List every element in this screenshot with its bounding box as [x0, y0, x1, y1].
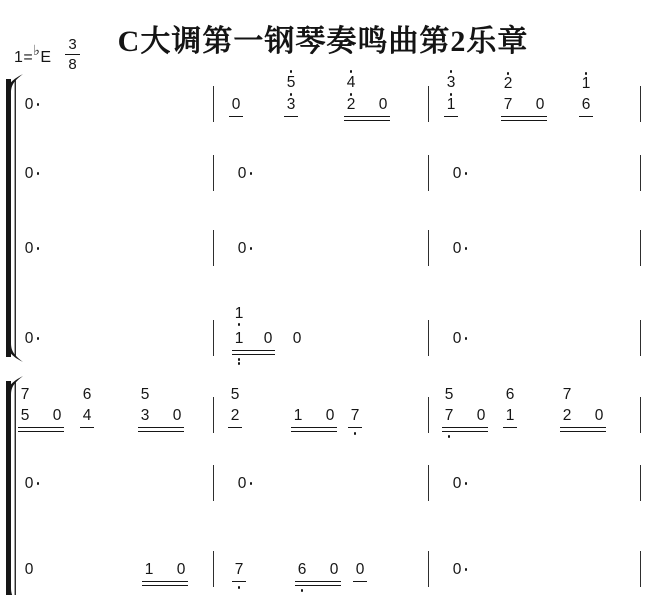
note-digit: 7 [350, 407, 360, 424]
note-digit: 6 [297, 561, 307, 578]
barline [213, 155, 214, 191]
note-digit: 5 [286, 73, 296, 91]
augmentation-dot [37, 482, 40, 485]
note [24, 562, 34, 578]
key-prefix: 1= [14, 49, 34, 66]
barline [640, 397, 641, 433]
note [444, 386, 454, 424]
rest-digit: 0 [237, 240, 247, 257]
time-denominator: 8 [68, 56, 77, 73]
note [230, 386, 240, 424]
beam-underline [80, 427, 94, 428]
beam-underline [142, 581, 188, 582]
note [325, 408, 335, 424]
beam-underline [503, 427, 517, 428]
barline [428, 86, 429, 122]
rest-digit: 0 [237, 165, 247, 182]
beam-underline [138, 427, 184, 428]
dotted-rest [24, 241, 40, 257]
chord-upper-note [503, 72, 513, 92]
barline [428, 320, 429, 356]
chord-upper-note [581, 72, 591, 92]
dotted-rest [237, 476, 253, 492]
augmentation-dot [250, 247, 253, 250]
chord-upper-note [286, 70, 296, 90]
dotted-rest [452, 476, 468, 492]
note-digit: 5 [230, 386, 240, 403]
augmentation-dot [37, 103, 40, 106]
octave-dots-below [444, 435, 454, 438]
octave-dots-above [346, 93, 356, 96]
note [292, 331, 302, 347]
barline [213, 397, 214, 433]
note [144, 562, 154, 578]
octave-dot [448, 435, 451, 438]
beam-underline [560, 431, 606, 432]
rest-digit: 0 [24, 330, 34, 347]
beam-underline [232, 350, 275, 351]
note-digit: 0 [594, 407, 604, 424]
note-digit: 0 [292, 330, 302, 347]
note [505, 386, 515, 424]
note [52, 408, 62, 424]
chord-upper-note [562, 387, 572, 403]
augmentation-dot [37, 337, 40, 340]
chord-upper-note [20, 387, 30, 403]
augmentation-dot [250, 172, 253, 175]
note-digit: 0 [325, 407, 335, 424]
note [581, 75, 591, 113]
note [346, 73, 356, 113]
note-digit: 1 [293, 407, 303, 424]
octave-dot [238, 586, 241, 589]
beam-underline [348, 427, 362, 428]
note-digit: 6 [82, 386, 92, 403]
note-digit: 1 [234, 330, 244, 347]
beam-underline [232, 354, 275, 355]
beam-underline [442, 431, 488, 432]
dotted-rest [24, 331, 40, 347]
chord-upper-note [82, 387, 92, 403]
chord-upper-note [230, 387, 240, 403]
barline [213, 230, 214, 266]
chord-upper-note [234, 306, 244, 326]
page-title: C大调第一钢琴奏鸣曲第2乐章 [117, 25, 529, 58]
note-digit: 0 [476, 407, 486, 424]
note [329, 562, 339, 578]
rest-digit: 0 [452, 240, 462, 257]
barline [428, 230, 429, 266]
barline [213, 551, 214, 587]
note-digit: 6 [505, 386, 515, 403]
octave-dots-below [234, 586, 244, 589]
barline [640, 86, 641, 122]
note-digit: 1 [505, 407, 515, 424]
augmentation-dot [465, 172, 468, 175]
note [355, 562, 365, 578]
note [176, 562, 186, 578]
augmentation-dot [465, 247, 468, 250]
note-digit: 0 [378, 96, 388, 113]
beam-underline [501, 116, 547, 117]
note [594, 408, 604, 424]
beam-underline [560, 427, 606, 428]
note [263, 331, 273, 347]
barline [428, 465, 429, 501]
beam-underline [442, 427, 488, 428]
note-digit: 5 [140, 386, 150, 403]
note [503, 75, 513, 113]
augmentation-dot [465, 482, 468, 485]
dotted-rest [452, 166, 468, 182]
note-digit: 2 [562, 407, 572, 424]
octave-dot [354, 432, 357, 435]
dotted-rest [237, 166, 253, 182]
beam-underline [291, 427, 337, 428]
barline [640, 230, 641, 266]
augmentation-dot [250, 482, 253, 485]
dotted-rest [452, 331, 468, 347]
note-digit: 1 [446, 96, 456, 113]
note-digit: 0 [355, 561, 365, 578]
key-note: E [40, 49, 52, 66]
chord-upper-note [346, 70, 356, 90]
note-digit: 0 [329, 561, 339, 578]
note-digit: 5 [444, 386, 454, 403]
note-digit: 0 [231, 96, 241, 113]
note-digit: 4 [346, 73, 356, 91]
chord-upper-note [446, 70, 456, 90]
note [446, 73, 456, 113]
barline [213, 320, 214, 356]
beam-underline [579, 116, 593, 117]
octave-dots-below [234, 358, 244, 365]
augmentation-dot [37, 172, 40, 175]
beam-underline [284, 116, 298, 117]
note [140, 386, 150, 424]
rest-digit: 0 [452, 165, 462, 182]
time-numerator: 3 [68, 36, 77, 53]
augmentation-dot [37, 247, 40, 250]
barline [213, 86, 214, 122]
note [234, 304, 244, 347]
beam-underline [228, 427, 242, 428]
note-digit: 2 [503, 75, 513, 92]
note-digit: 0 [172, 407, 182, 424]
dotted-rest [24, 476, 40, 492]
note-digit: 3 [140, 407, 150, 424]
octave-dots-above [446, 93, 456, 96]
rest-digit: 0 [237, 475, 247, 492]
note-digit: 0 [263, 330, 273, 347]
beam-underline [295, 581, 341, 582]
note [82, 386, 92, 424]
beam-underline [232, 581, 246, 582]
note-digit: 3 [286, 96, 296, 113]
note-digit: 4 [82, 407, 92, 424]
beam-underline [353, 581, 367, 582]
beam-underline [295, 585, 341, 586]
note-digit: 0 [176, 561, 186, 578]
rest-digit: 0 [452, 561, 462, 578]
note-digit: 1 [581, 75, 591, 92]
rest-digit: 0 [24, 475, 34, 492]
note-digit: 2 [230, 407, 240, 424]
rest-digit: 0 [24, 96, 34, 113]
barline [428, 397, 429, 433]
note-digit: 3 [446, 73, 456, 91]
rest-digit: 0 [452, 330, 462, 347]
chord-upper-note [444, 387, 454, 403]
barline [640, 155, 641, 191]
beam-underline [229, 116, 243, 117]
note-digit: 7 [503, 96, 513, 113]
barline [428, 551, 429, 587]
dotted-rest [24, 166, 40, 182]
note-digit: 0 [24, 561, 34, 578]
note-digit: 5 [20, 407, 30, 424]
octave-dot-below [238, 323, 241, 326]
note [350, 408, 360, 424]
note [535, 97, 545, 113]
octave-dots-above [286, 93, 296, 96]
beam-underline [344, 120, 390, 121]
beam-underline [291, 431, 337, 432]
beam-underline [138, 431, 184, 432]
augmentation-dot [465, 568, 468, 571]
octave-dots-below [350, 432, 360, 435]
rest-digit: 0 [452, 475, 462, 492]
note-digit: 1 [144, 561, 154, 578]
barline [640, 320, 641, 356]
beam-underline [501, 120, 547, 121]
note [476, 408, 486, 424]
chord-upper-note [140, 387, 150, 403]
dotted-rest [237, 241, 253, 257]
note-digit: 0 [52, 407, 62, 424]
dotted-rest [452, 562, 468, 578]
note [172, 408, 182, 424]
system-bracket-icon [6, 70, 32, 366]
chord-upper-note [505, 387, 515, 403]
barline [213, 465, 214, 501]
beam-underline [444, 116, 458, 117]
note [234, 562, 244, 578]
note [562, 386, 572, 424]
dotted-rest [452, 241, 468, 257]
dotted-rest [24, 97, 40, 113]
note [231, 97, 241, 113]
octave-dots-below [297, 589, 307, 592]
note-digit: 6 [581, 96, 591, 113]
octave-dot [290, 93, 293, 96]
rest-digit: 0 [24, 240, 34, 257]
octave-dot [238, 362, 241, 365]
octave-dot [301, 589, 304, 592]
beam-underline [18, 431, 64, 432]
barline [640, 551, 641, 587]
barline [640, 465, 641, 501]
note [293, 408, 303, 424]
beam-underline [142, 585, 188, 586]
augmentation-dot [465, 337, 468, 340]
note-digit: 7 [562, 386, 572, 403]
octave-dot [238, 358, 241, 361]
beam-underline [18, 427, 64, 428]
note [378, 97, 388, 113]
note-digit: 7 [20, 386, 30, 403]
note-digit: 1 [234, 304, 244, 322]
note-digit: 2 [346, 96, 356, 113]
octave-dot [450, 93, 453, 96]
octave-dot [350, 93, 353, 96]
note [297, 562, 307, 578]
rest-digit: 0 [24, 165, 34, 182]
barline [428, 155, 429, 191]
note [20, 386, 30, 424]
note-digit: 7 [234, 561, 244, 578]
flat-icon: ♭ [33, 42, 41, 58]
note-digit: 0 [535, 96, 545, 113]
note [286, 73, 296, 113]
note-digit: 7 [444, 407, 454, 424]
beam-underline [344, 116, 390, 117]
